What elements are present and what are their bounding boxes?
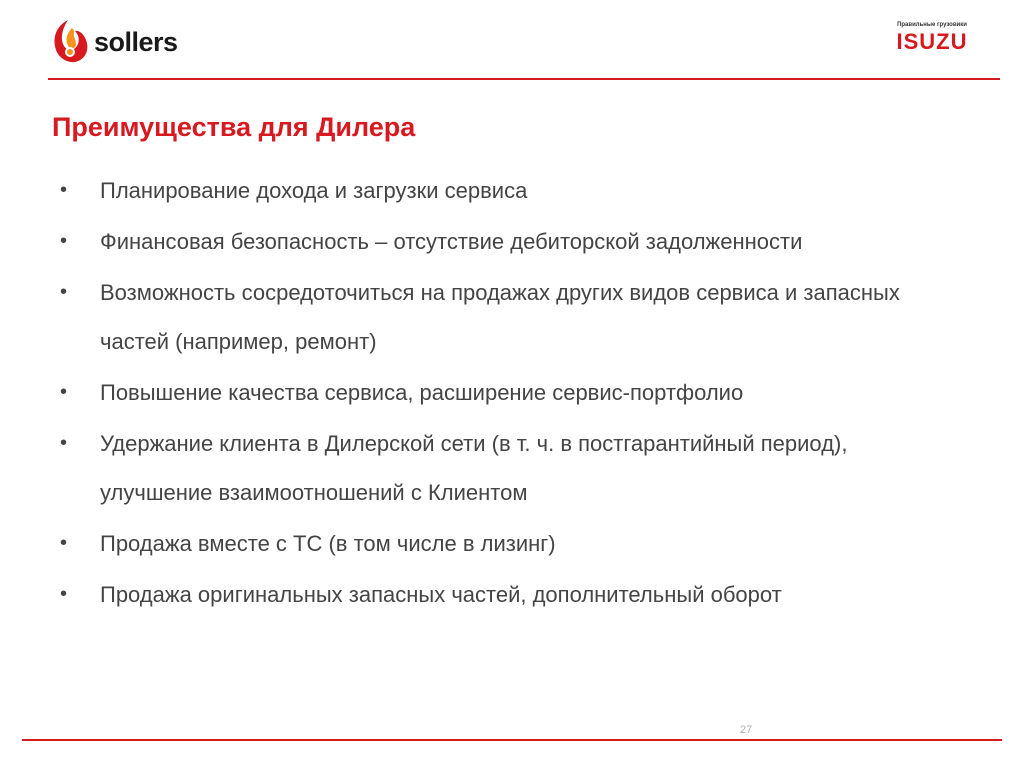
bullet-item [60, 217, 960, 266]
bullet-text: Продажа оригинальных запасных частей, дополнительный оборот [100, 582, 782, 607]
slide-title: Преимущества для Дилера [52, 112, 416, 142]
isuzu-logo [880, 22, 984, 57]
bullet-dot-icon: • [60, 583, 68, 605]
bullet-dot-icon: • [60, 432, 68, 454]
bullet-text: Возможность сосредоточиться на продажах других видов сервиса и запасных частей (например, ремонт) [100, 280, 900, 354]
bullet-text: Удержание клиента в Дилерской сети (в т. ч. в постгарантийный период), улучшение взаимоотношений с Клиентом [100, 431, 848, 505]
bullet-list [60, 166, 960, 621]
sollers-wordmark: sollers [94, 26, 178, 57]
isuzu-tagline: Правильные грузовики [897, 22, 967, 28]
page-number: 27 [740, 724, 753, 736]
bullet-item [60, 368, 960, 417]
bullet-dot-icon: • [60, 179, 68, 201]
bullet-item [60, 419, 960, 517]
bullet-dot-icon: • [60, 281, 68, 303]
bullet-item [60, 519, 960, 568]
bullet-dot-icon: • [60, 381, 68, 403]
bullet-dot-icon: • [60, 230, 68, 252]
bullet-item [60, 570, 960, 619]
bullet-text: Повышение качества сервиса, расширение сервис-портфолио [100, 380, 744, 405]
isuzu-wordmark [880, 30, 984, 52]
isuzu-wordmark-text: ISUZU [896, 30, 968, 52]
bullet-text: Продажа вместе с ТС (в том числе в лизинг) [100, 531, 556, 556]
header-divider [48, 78, 1000, 80]
bullet-text: Финансовая безопасность – отсутствие дебиторской задолженности [100, 229, 803, 254]
sollers-flame-icon [48, 16, 92, 66]
sollers-logo [48, 16, 178, 66]
bullet-text: Планирование дохода и загрузки сервиса [100, 178, 528, 203]
bullet-item [60, 166, 960, 215]
slide-header [0, 0, 1024, 90]
bullet-item [60, 268, 960, 366]
bullet-dot-icon: • [60, 532, 68, 554]
footer-divider [22, 739, 1002, 741]
